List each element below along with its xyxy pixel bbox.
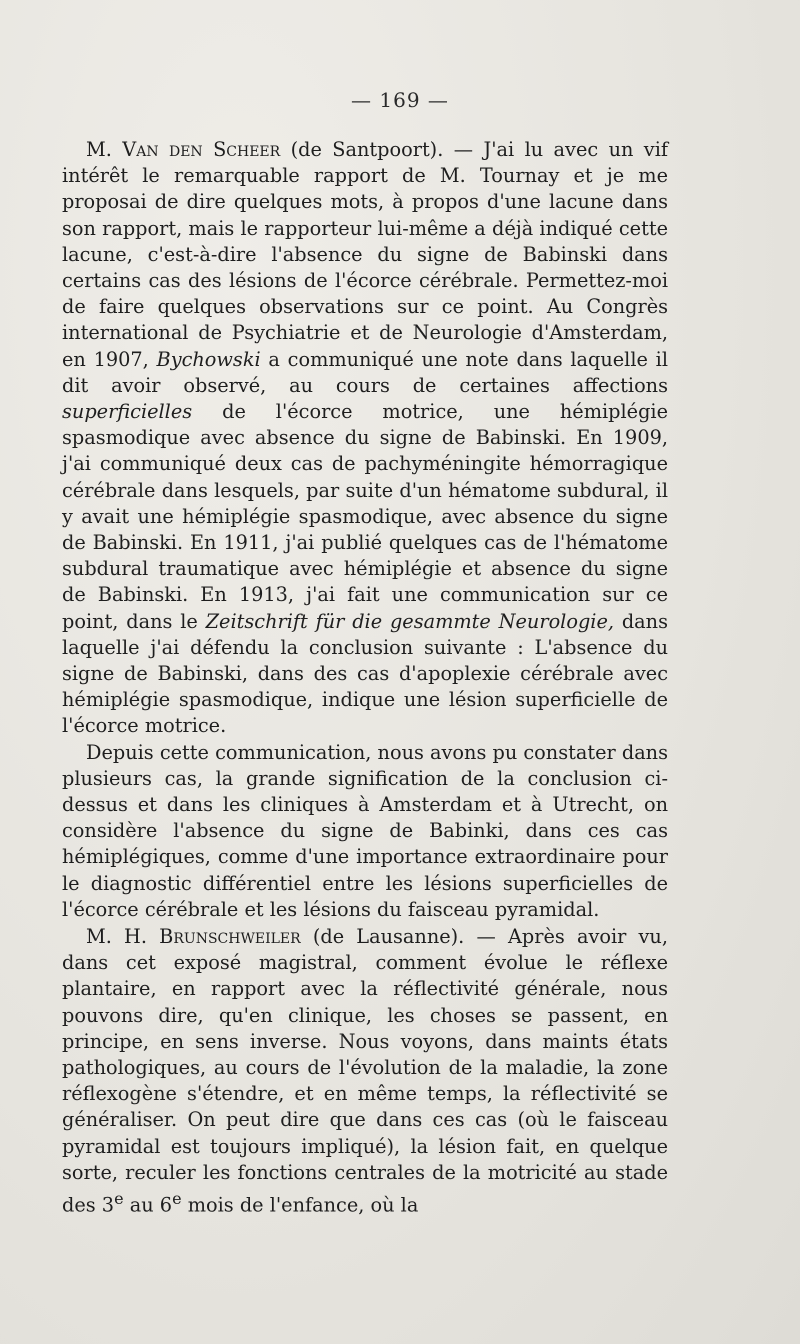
author-name: Bychowski — [156, 347, 261, 371]
text-run: Après avoir vu, dans cet exposé magistral, comment évolue le réflexe plantaire, en rapport avec la réflectivité générale, nous pouvons dire, qu'en clinique, les choses se passent, en principe, en sens inverse. Nous voyons, dans maints états pathologiques, au cours de l'évolution de la maladie, la zone réflexogène s'étendre, et en même temps, la réflectivité se généraliser. On peut dire que dans ces cas (où le faisceau pyramidal est toujours impliqué), la lésion fait, en quelque sorte, reculer les fonctions centrales de la motricité au stade des — [62, 925, 668, 1217]
text-run: de l'écorce motrice, une hémiplégie spasmodique avec absence du signe de Babinski. En 1909, j'ai communiqué deux cas de pachyméningite hémorragique cérébrale dans lesquels, par suite d'un hématome subdural, il y avait une hémiplégie spasmodique, avec absence du signe de Babinski. En 1911, j'ai publié quelques cas de l'hématome subdural traumatique avec hémiplégie et absence du signe de Babinski. En 1913, j'ai fait une communication sur ce point, dans le — [62, 400, 668, 633]
em-dash: — — [476, 925, 496, 948]
speaker-location: (de Lausanne). — [312, 925, 465, 948]
ordinal-suffix: e — [172, 1189, 182, 1209]
emphasis-text: superficielles — [62, 400, 193, 424]
em-dash: — — [453, 138, 474, 161]
text-run: dans laquelle j'ai défendu la conclusion suivante : L'absence du signe de Babinski, dans des cas d'apoplexie cérébrale avec hémiplégie spasmodique, indique une lésion superficielle de l'écorce motrice. — [62, 609, 668, 738]
section-van-den-scheer — [62, 137, 668, 923]
page-number: — 169 — — [351, 88, 449, 112]
journal-title: Zeitschrift für die gesammte Neurologie, — [205, 609, 614, 633]
speaker-name: M. H. Brunschweiler — [86, 925, 301, 948]
ordinal-number: 3 — [101, 1193, 115, 1217]
section-brunschweiler — [62, 924, 668, 1219]
text-run: mois de l'enfance, où la — [187, 1193, 419, 1217]
ordinal-suffix: e — [114, 1189, 124, 1209]
paragraph-van-den-scheer-2: Depuis cette communication, nous avons pu constater dans plusieurs cas, la grande signification de la conclusion ci-dessus et dans les cliniques à Amsterdam et à Utrecht, on considère l'absence du signe de Babinki, dans ces cas hémiplégiques, comme d'une importance extraordinaire pour le diagnostic différentiel entre les lésions superficielles de l'écorce cérébrale et les lésions du faisceau pyramidal. — [62, 740, 668, 921]
paragraph-brunschweiler-1 — [62, 924, 668, 1219]
text-run: a communiqué une note dans laquelle il dit avoir observé, au cours de certaines affections — [62, 347, 668, 397]
text-run: au — [129, 1193, 154, 1217]
speaker-location: (de Santpoort). — [290, 138, 444, 161]
speaker-name: M. Van den Scheer — [86, 138, 281, 161]
ordinal-number: 6 — [159, 1193, 173, 1217]
text-run: J'ai lu avec un vif intérêt le remarquable rapport de M. Tournay et je me proposai de dire quelques mots, à propos d'une lacune dans son rapport, mais le rapporteur lui-même a déjà indiqué cette lacune, c'est-à-dire l'absence du signe de Babinski dans certains cas des lésions de l'écorce cérébrale. Permettez-moi de faire quelques observations sur ce point. Au Congrès international de Psychiatrie et de Neurologie d'Amsterdam, en 1907, — [62, 138, 669, 371]
paragraph-van-den-scheer-1 — [62, 137, 668, 740]
